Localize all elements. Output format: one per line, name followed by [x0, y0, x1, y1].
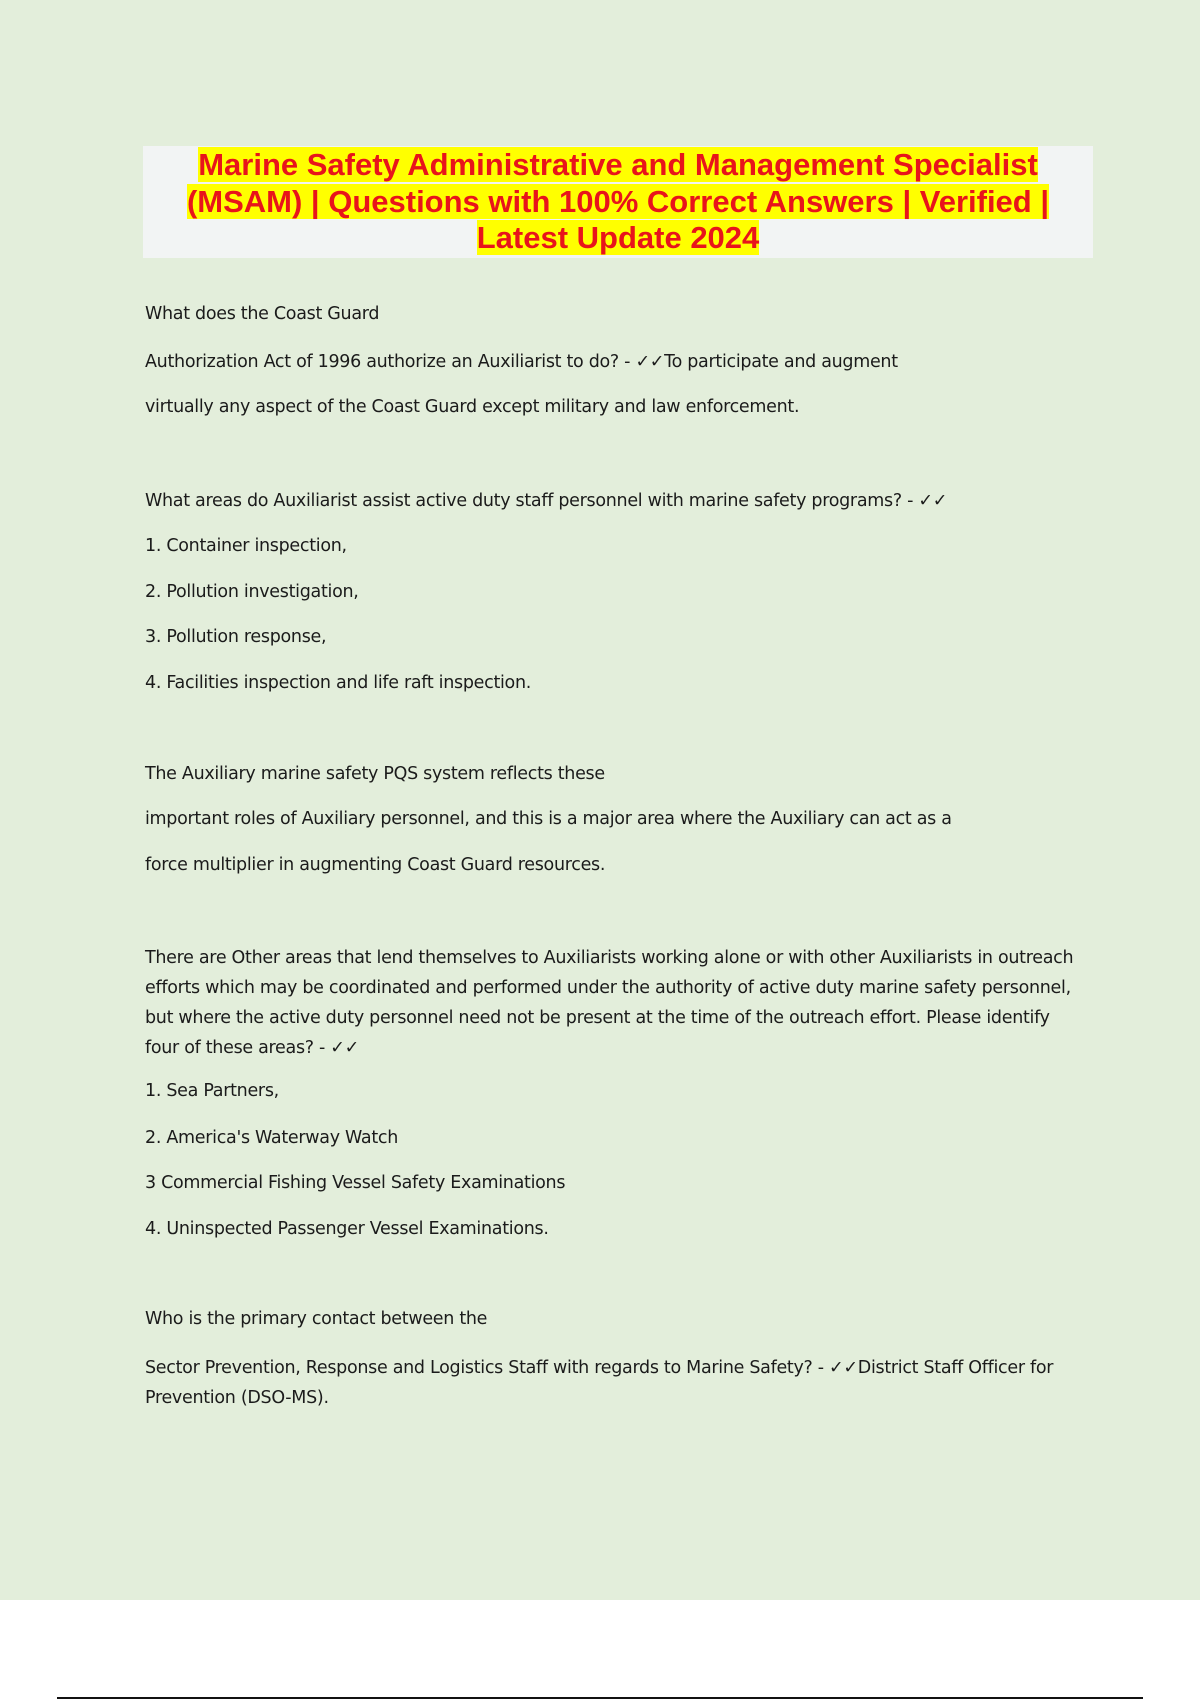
- q2-list-item: 4. Facilities inspection and life raft inspection.: [145, 673, 532, 693]
- pqs-paragraph-line: important roles of Auxiliary personnel, and this is a major area where the Auxiliary can act as a: [145, 809, 952, 829]
- q1-answer-line: virtually any aspect of the Coast Guard except military and law enforcement.: [145, 397, 800, 417]
- document-title: [143, 147, 1093, 257]
- title-line-2: (MSAM) | Questions with 100% Correct Answers | Verified |: [186, 183, 1050, 219]
- title-line-1: Marine Safety Administrative and Management Specialist: [198, 147, 1038, 182]
- pqs-paragraph-line: force multiplier in augmenting Coast Guard resources.: [145, 855, 606, 875]
- q2-list-item: 2. Pollution investigation,: [145, 582, 359, 602]
- q1-question-line-1: What does the Coast Guard: [145, 304, 380, 324]
- pqs-paragraph-line: The Auxiliary marine safety PQS system reflects these: [145, 764, 605, 784]
- q3-question: There are Other areas that lend themselves to Auxiliarists working alone or with other Auxiliarists in outreach efforts which may be coordinated and performed under the authority of active duty marine safety personnel, but where the active duty personnel need not be present at the time of the outreach effort. Please identify four of these areas? - ✓✓: [145, 948, 1074, 1058]
- q2-list-item: 1. Container inspection,: [145, 536, 347, 556]
- q2-list-item: 3. Pollution response,: [145, 627, 327, 647]
- document-title-box: [143, 146, 1093, 258]
- q3-list-item: 1. Sea Partners,: [145, 1081, 279, 1101]
- q4-question-and-answer: Sector Prevention, Response and Logistics Staff with regards to Marine Safety? - ✓✓District Staff Officer for Prevention (DSO-MS).: [145, 1358, 1054, 1408]
- q3-list-item: 4. Uninspected Passenger Vessel Examinations.: [145, 1219, 549, 1239]
- q2-question: What areas do Auxiliarist assist active duty staff personnel with marine safety programs? - ✓✓: [145, 491, 948, 511]
- footer-divider: [57, 1697, 1143, 1699]
- q4-question-line-1: Who is the primary contact between the: [145, 1309, 488, 1329]
- q1-question-line-2: Authorization Act of 1996 authorize an Auxiliarist to do? - ✓✓To participate and augment: [145, 352, 898, 372]
- q3-list-item: 2. America's Waterway Watch: [145, 1128, 399, 1148]
- q3-list-item: 3 Commercial Fishing Vessel Safety Examinations: [145, 1173, 566, 1193]
- title-line-3: Latest Update 2024: [476, 220, 760, 255]
